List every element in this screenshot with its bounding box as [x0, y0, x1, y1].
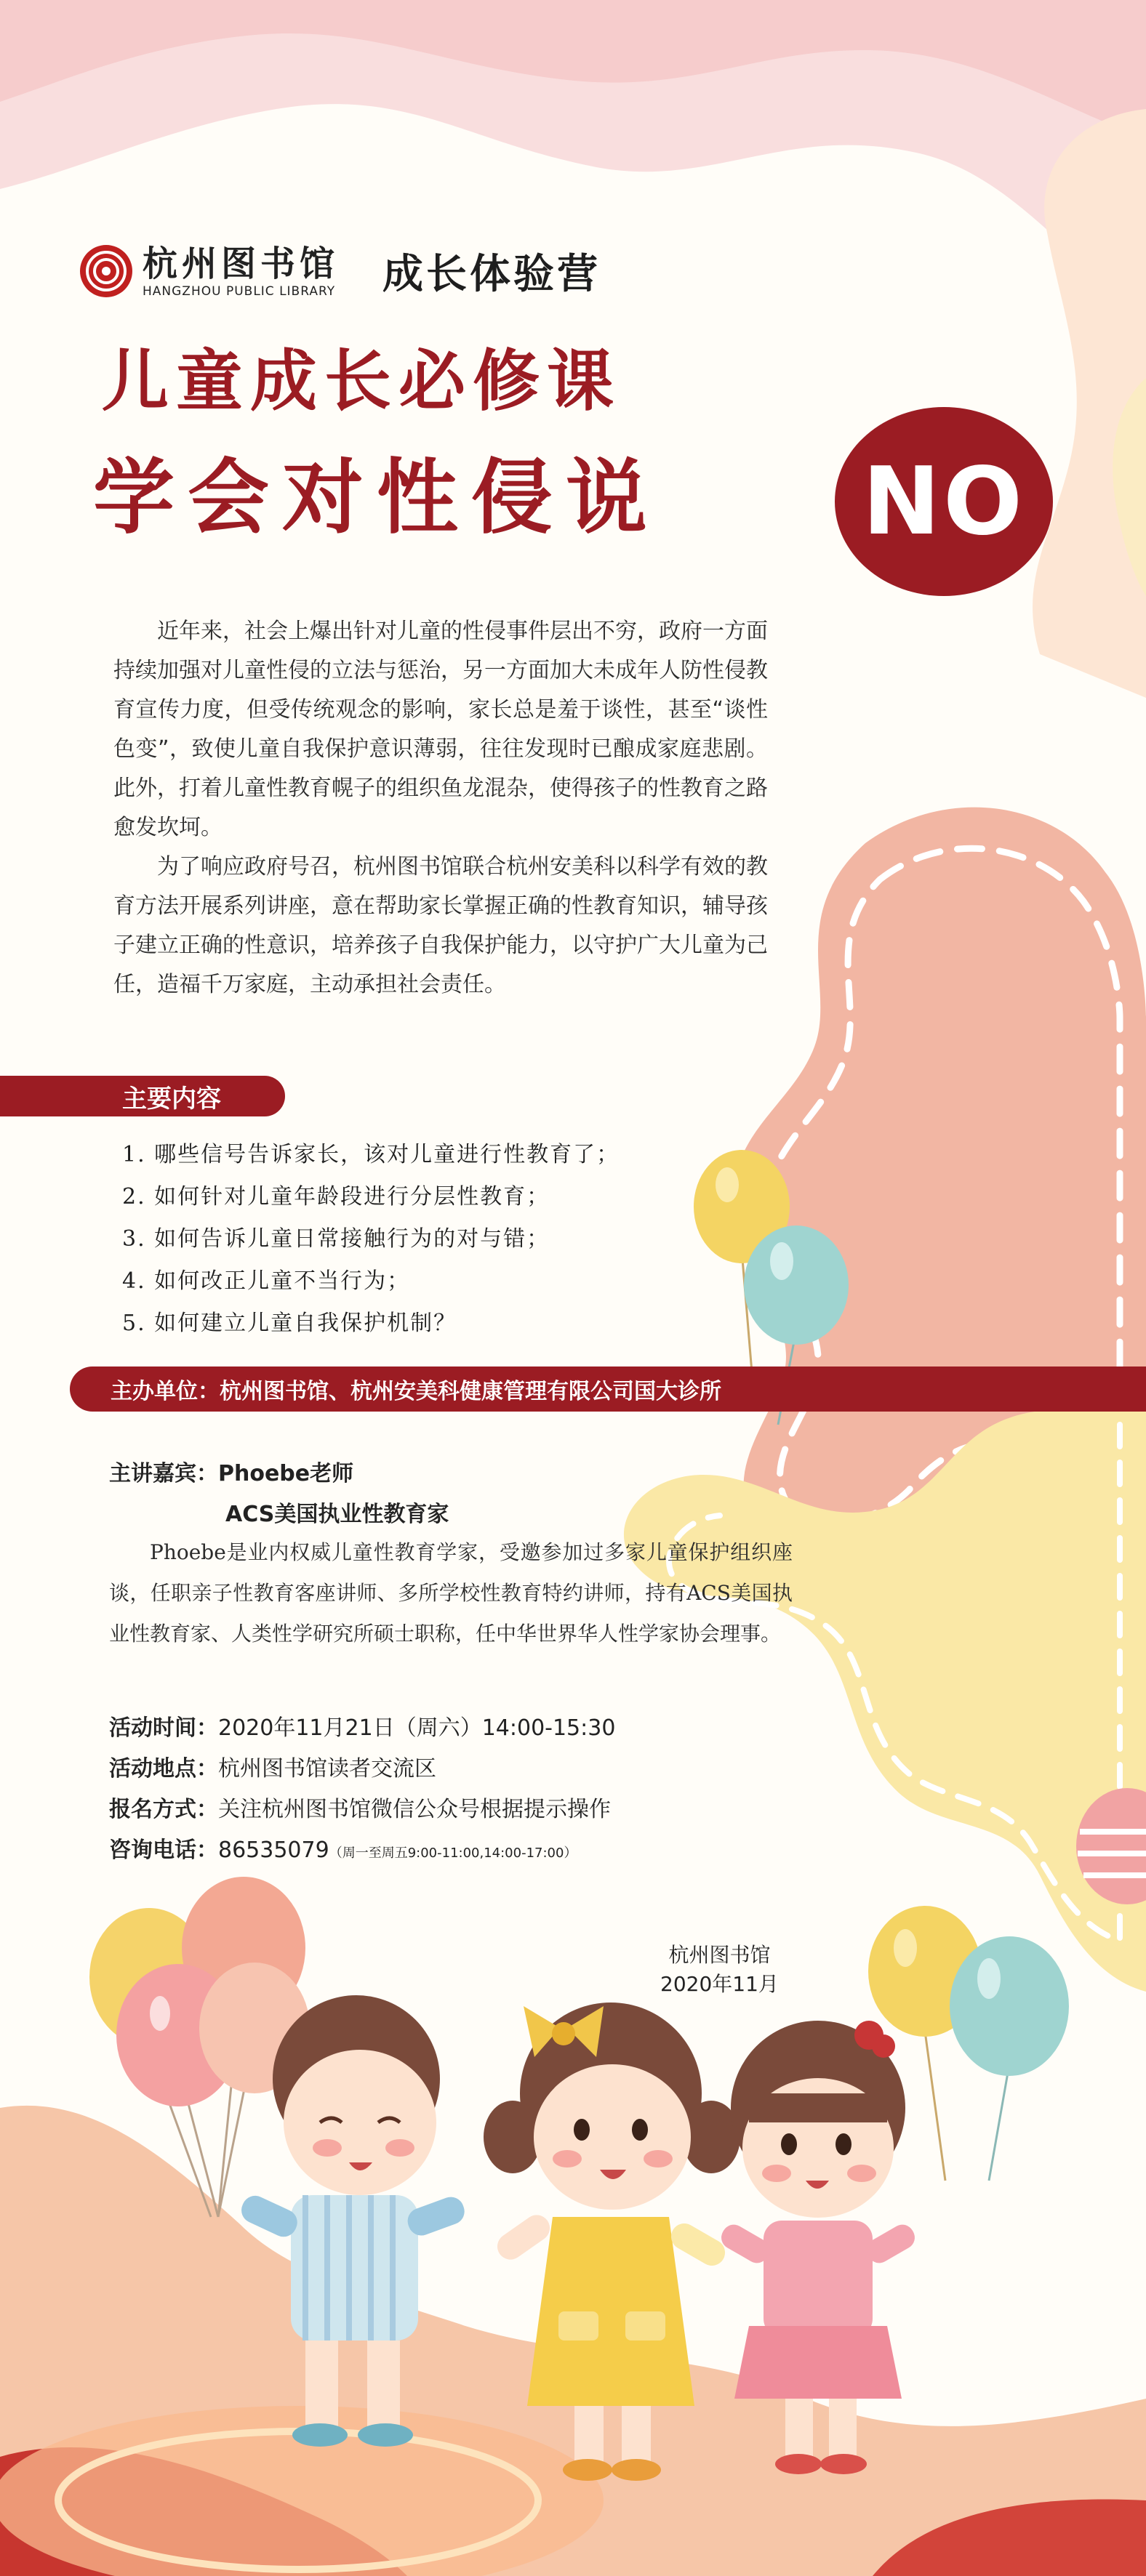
event-place-row [109, 1749, 615, 1790]
signature-date: 2020年11月 [660, 1972, 779, 1996]
topic-list [122, 1134, 620, 1345]
topic-item: 5. 如何建立儿童自我保护机制？ [122, 1311, 457, 1336]
main-content-heading [0, 1076, 285, 1116]
event-signup-row [109, 1790, 615, 1830]
event-phone-hours: （周一至周五9:00-11:00,14:00-17:00） [329, 1846, 577, 1861]
title-line-2: 学会对性侵说 [93, 451, 660, 545]
topic-item: 4. 如何改正儿童不当行为； [122, 1268, 411, 1294]
camp-name: 成长体验营 [382, 251, 601, 298]
no-badge [835, 407, 1053, 596]
host-text: 主办单位：杭州图书馆、杭州安美科健康管理有限公司国大诊所 [111, 1379, 721, 1404]
event-phone-value: 86535079 [218, 1838, 329, 1863]
library-seal-icon [79, 243, 134, 299]
event-time-label: 活动时间： [109, 1715, 218, 1741]
library-name-cn: 杭州图书馆 [143, 243, 340, 284]
event-time-row [109, 1708, 615, 1749]
library-logo [79, 231, 601, 311]
event-phone-label: 咨询电话： [109, 1838, 218, 1863]
library-name-en: HANGZHOU PUBLIC LIBRARY [143, 284, 336, 299]
event-info [109, 1708, 615, 1874]
intro-text [113, 612, 768, 1005]
speaker-bio: Phoebe是业内权威儿童性教育学家，受邀参加过多家儿童保护组织座谈，任职亲子性教育客座讲师、多所学校性教育特约讲师，持有ACS美国执业性教育家、人类性学研究所硕士职称，任中华世界华人性学家协会理事。 [109, 1540, 793, 1646]
intro-paragraph-2: 为了响应政府号召，杭州图书馆联合杭州安美科以科学有效的教育方法开展系列讲座，意在帮助家长掌握正确的性教育知识，辅导孩子建立正确的性意识，培养孩子自我保护能力，以守护广大儿童为己任，造福千万家庭，主动承担社会责任。 [113, 854, 768, 997]
speaker-title: ACS美国执业性教育家 [225, 1502, 449, 1527]
signature [660, 1941, 779, 1999]
library-name-block [143, 243, 339, 299]
event-signup-value: 关注杭州图书馆微信公众号根据提示操作 [218, 1797, 611, 1822]
signature-org: 杭州图书馆 [668, 1943, 771, 1967]
title-line-1: 儿童成长必修课 [102, 342, 622, 420]
intro-paragraph-1: 近年来，社会上爆出针对儿童的性侵事件层出不穷，政府一方面持续加强对儿童性侵的立法与惩治，另一方面加大未成年人防性侵教育宣传力度，但受传统观念的影响，家长总是羞于谈性，甚至“谈性色变”，致使儿童自我保护意识薄弱，往往发现时已酿成家庭悲剧。此外，打着儿童性教育幌子的组织鱼龙混杂，使得孩子的性教育之路愈发坎坷。 [113, 619, 768, 840]
event-place-label: 活动地点： [109, 1756, 218, 1782]
event-signup-label: 报名方式： [109, 1797, 218, 1822]
event-phone-row [109, 1830, 615, 1874]
no-badge-text: NO [862, 447, 1025, 556]
topic-item: 3. 如何告诉儿童日常接触行为的对与错； [122, 1226, 550, 1252]
topic-item: 2. 如何针对儿童年龄段进行分层性教育； [122, 1184, 550, 1209]
event-place-value: 杭州图书馆读者交流区 [218, 1756, 436, 1782]
topic-item: 1. 哪些信号告诉家长，该对儿童进行性教育了； [122, 1142, 620, 1167]
event-time-value: 2020年11月21日（周六）14:00-15:30 [218, 1715, 616, 1741]
speaker-heading: 主讲嘉宾：Phoebe老师 [109, 1461, 354, 1486]
host-bar [70, 1367, 1146, 1412]
main-content-heading-text: 主要内容 [122, 1084, 221, 1114]
